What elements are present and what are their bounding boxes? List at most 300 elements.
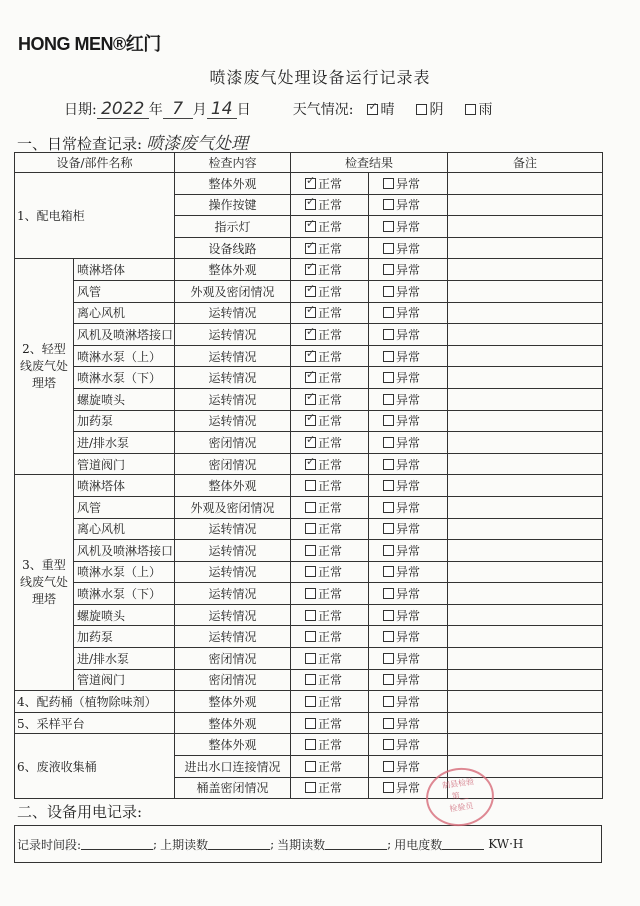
normal-label: 正常 (318, 522, 343, 537)
remarks-cell[interactable] (448, 367, 603, 389)
table-header-row (15, 153, 603, 173)
abnormal-checkbox-cell[interactable] (369, 734, 448, 756)
section-title-text: 一、日常检查记录: (17, 135, 143, 153)
normal-label: 正常 (318, 327, 343, 342)
abnormal-checkbox-cell[interactable] (369, 604, 448, 626)
checkbox-icon (305, 739, 316, 750)
checkbox-icon (383, 480, 394, 491)
remarks-cell[interactable] (448, 648, 603, 670)
item-name-cell: 喷淋塔体 (74, 259, 175, 281)
normal-checkbox-cell[interactable] (291, 367, 369, 389)
last-reading-label: 上期读数 (160, 837, 209, 852)
normal-label: 正常 (318, 263, 343, 278)
weather-label: 天气情况: (292, 102, 354, 118)
abnormal-checkbox-cell[interactable] (369, 324, 448, 346)
weather-option-rain[interactable] (465, 99, 492, 119)
abnormal-label: 异常 (396, 457, 421, 472)
header-remarks: 备注 (448, 153, 603, 173)
abnormal-checkbox-cell[interactable] (369, 410, 448, 432)
abnormal-label: 异常 (396, 781, 421, 796)
checkbox-icon (383, 415, 394, 426)
item-name-cell: 加药泵 (74, 626, 175, 648)
checkbox-icon (305, 545, 316, 556)
abnormal-label: 异常 (396, 500, 421, 515)
remarks-cell[interactable] (448, 173, 603, 195)
checkbox-icon (383, 243, 394, 254)
table-row (15, 712, 603, 734)
abnormal-label: 异常 (396, 522, 421, 537)
remarks-cell[interactable] (448, 410, 603, 432)
normal-label: 正常 (318, 608, 343, 623)
abnormal-label: 异常 (396, 479, 421, 494)
abnormal-label: 异常 (396, 414, 421, 429)
checkbox-icon (383, 178, 394, 189)
normal-label: 正常 (318, 392, 343, 407)
remarks-cell[interactable] (448, 259, 603, 281)
item-name-cell: 进/排水泵 (74, 648, 175, 670)
group-name-cell: 5、采样平台 (15, 712, 175, 734)
abnormal-checkbox-cell[interactable] (369, 475, 448, 497)
checkbox-icon (305, 372, 316, 383)
check-content-cell: 设备线路 (175, 237, 291, 259)
table-row (15, 496, 603, 518)
item-name-cell: 进/排水泵 (74, 432, 175, 454)
remarks-cell[interactable] (448, 712, 603, 734)
remarks-cell[interactable] (448, 691, 603, 713)
remarks-cell[interactable] (448, 561, 603, 583)
item-name-cell: 风机及喷淋塔接口 (74, 324, 175, 346)
abnormal-label: 异常 (396, 371, 421, 386)
remarks-cell[interactable] (448, 216, 603, 238)
checkbox-icon (383, 307, 394, 318)
weather-option-label: 雨 (478, 102, 493, 118)
remarks-cell[interactable] (448, 237, 603, 259)
normal-checkbox-cell[interactable] (291, 216, 369, 238)
checkbox-icon (383, 718, 394, 729)
date-year-suffix: 年 (148, 102, 163, 118)
normal-checkbox-cell[interactable] (291, 734, 369, 756)
check-content-cell: 进出水口连接情况 (175, 756, 291, 778)
checkbox-icon (305, 199, 316, 210)
checkbox-icon (383, 459, 394, 470)
check-content-cell: 运转情况 (175, 367, 291, 389)
abnormal-label: 异常 (396, 608, 421, 623)
normal-checkbox-cell[interactable] (291, 691, 369, 713)
abnormal-checkbox-cell[interactable] (369, 669, 448, 691)
item-name-cell: 螺旋喷头 (74, 604, 175, 626)
remarks-cell[interactable] (448, 604, 603, 626)
date-day-value[interactable]: 14 (207, 101, 237, 119)
normal-label: 正常 (318, 306, 343, 321)
checkbox-icon (416, 104, 427, 115)
abnormal-label: 异常 (396, 284, 421, 299)
date-label: 日期: (64, 102, 97, 118)
check-content-cell: 整体外观 (175, 475, 291, 497)
table-row (15, 259, 603, 281)
checkbox-icon (383, 523, 394, 534)
checkbox-icon (305, 437, 316, 448)
normal-label: 正常 (318, 414, 343, 429)
checkbox-icon (367, 104, 378, 115)
checkbox-icon (383, 329, 394, 340)
checkbox-icon (305, 674, 316, 685)
normal-checkbox-cell[interactable] (291, 648, 369, 670)
check-content-cell: 外观及密闭情况 (175, 496, 291, 518)
abnormal-label: 异常 (396, 759, 421, 774)
checkbox-icon (383, 545, 394, 556)
remarks-cell[interactable] (448, 302, 603, 324)
header-check-result: 检查结果 (291, 153, 448, 173)
table-row (15, 475, 603, 497)
normal-checkbox-cell[interactable] (291, 561, 369, 583)
abnormal-label: 异常 (396, 176, 421, 191)
normal-label: 正常 (318, 198, 343, 213)
checkbox-icon (305, 459, 316, 470)
checkbox-icon (305, 588, 316, 599)
check-content-cell: 密闭情况 (175, 453, 291, 475)
check-content-cell: 整体外观 (175, 712, 291, 734)
abnormal-label: 异常 (396, 306, 421, 321)
normal-checkbox-cell[interactable] (291, 324, 369, 346)
normal-label: 正常 (318, 371, 343, 386)
stamp-line: 制县检验 (441, 776, 475, 791)
weather-group (293, 99, 493, 119)
normal-label: 正常 (318, 673, 343, 688)
checkbox-icon (305, 329, 316, 340)
date-day-suffix: 日 (236, 102, 251, 118)
power-record-row (14, 825, 602, 863)
abnormal-label: 异常 (396, 435, 421, 450)
abnormal-label: 异常 (396, 716, 421, 731)
header-equipment: 设备/部件名称 (15, 153, 175, 173)
current-reading-field[interactable] (325, 838, 387, 850)
section-power-title: 二、设备用电记录: (17, 803, 143, 821)
check-content-cell: 整体外观 (175, 734, 291, 756)
check-content-cell: 整体外观 (175, 173, 291, 195)
weather-option-sunny[interactable] (367, 99, 394, 119)
normal-checkbox-cell[interactable] (291, 518, 369, 540)
normal-checkbox-cell[interactable] (291, 432, 369, 454)
abnormal-checkbox-cell[interactable] (369, 345, 448, 367)
unit-label: KW·H (488, 837, 524, 851)
abnormal-label: 异常 (396, 543, 421, 558)
section-daily-inspection-title (17, 133, 248, 154)
abnormal-label: 异常 (396, 198, 421, 213)
abnormal-checkbox-cell[interactable] (369, 280, 448, 302)
item-name-cell: 喷淋水泵（上） (74, 345, 175, 367)
checkbox-icon (383, 696, 394, 707)
abnormal-label: 异常 (396, 587, 421, 602)
checkbox-icon (383, 588, 394, 599)
normal-checkbox-cell[interactable] (291, 626, 369, 648)
item-name-cell: 风机及喷淋塔接口 (74, 540, 175, 562)
remarks-cell[interactable] (448, 540, 603, 562)
weather-option-label: 阴 (429, 102, 444, 118)
group-name-cell: 1、配电箱柜 (15, 173, 175, 259)
normal-checkbox-cell[interactable] (291, 237, 369, 259)
checkbox-icon (305, 566, 316, 577)
remarks-cell[interactable] (448, 475, 603, 497)
table-row (15, 432, 603, 454)
item-name-cell: 风管 (74, 496, 175, 518)
abnormal-checkbox-cell[interactable] (369, 712, 448, 734)
check-content-cell: 运转情况 (175, 518, 291, 540)
item-name-cell: 管道阀门 (74, 669, 175, 691)
check-content-cell: 运转情况 (175, 388, 291, 410)
normal-label: 正常 (318, 435, 343, 450)
abnormal-label: 异常 (396, 349, 421, 364)
checkbox-icon (383, 653, 394, 664)
normal-checkbox-cell[interactable] (291, 777, 369, 799)
normal-checkbox-cell[interactable] (291, 583, 369, 605)
normal-checkbox-cell[interactable] (291, 173, 369, 195)
table-row (15, 648, 603, 670)
normal-label: 正常 (318, 284, 343, 299)
company-logo: HONG MEN®红门 (18, 34, 161, 54)
normal-label: 正常 (318, 349, 343, 364)
abnormal-checkbox-cell[interactable] (369, 194, 448, 216)
remarks-cell[interactable] (448, 324, 603, 346)
item-name-cell: 离心风机 (74, 518, 175, 540)
checkbox-icon (305, 415, 316, 426)
normal-label: 正常 (318, 176, 343, 191)
inspection-table (14, 152, 603, 799)
remarks-cell[interactable] (448, 432, 603, 454)
remarks-cell[interactable] (448, 734, 603, 756)
check-content-cell: 运转情况 (175, 410, 291, 432)
checkbox-icon (305, 610, 316, 621)
item-name-cell: 喷淋水泵（下） (74, 583, 175, 605)
check-content-cell: 密闭情况 (175, 432, 291, 454)
checkbox-icon (305, 631, 316, 642)
check-content-cell: 运转情况 (175, 561, 291, 583)
table-row (15, 367, 603, 389)
form-title: 喷漆废气处理设备运行记录表 (209, 68, 431, 87)
abnormal-checkbox-cell[interactable] (369, 540, 448, 562)
item-name-cell: 喷淋塔体 (74, 475, 175, 497)
checkbox-icon (305, 653, 316, 664)
item-name-cell: 风管 (74, 280, 175, 302)
remarks-cell[interactable] (448, 345, 603, 367)
abnormal-label: 异常 (396, 392, 421, 407)
normal-checkbox-cell[interactable] (291, 280, 369, 302)
normal-label: 正常 (318, 630, 343, 645)
remarks-cell[interactable] (448, 194, 603, 216)
checkbox-icon (383, 502, 394, 513)
group-name-cell: 3、重型线废气处理塔 (15, 475, 74, 691)
period-label: 记录时间段: (17, 837, 82, 852)
abnormal-label: 异常 (396, 695, 421, 710)
group-name-cell: 6、废液收集桶 (15, 734, 175, 799)
abnormal-checkbox-cell[interactable] (369, 432, 448, 454)
checkbox-icon (383, 437, 394, 448)
usage-label: 用电度数 (394, 837, 443, 852)
item-name-cell: 管道阀门 (74, 453, 175, 475)
check-content-cell: 指示灯 (175, 216, 291, 238)
checkbox-icon (465, 104, 476, 115)
normal-label: 正常 (318, 781, 343, 796)
normal-label: 正常 (318, 565, 343, 580)
abnormal-checkbox-cell[interactable] (369, 388, 448, 410)
checkbox-icon (305, 394, 316, 405)
separator: ; (270, 837, 275, 851)
normal-checkbox-cell[interactable] (291, 540, 369, 562)
checkbox-icon (305, 696, 316, 707)
date-weather-line (64, 99, 492, 119)
abnormal-checkbox-cell[interactable] (369, 453, 448, 475)
table-row (15, 734, 603, 756)
check-content-cell: 整体外观 (175, 259, 291, 281)
item-name-cell: 离心风机 (74, 302, 175, 324)
abnormal-label: 异常 (396, 241, 421, 256)
checkbox-icon (383, 631, 394, 642)
abnormal-checkbox-cell[interactable] (369, 173, 448, 195)
date-year-value[interactable]: 2022 (97, 101, 149, 119)
remarks-cell[interactable] (448, 626, 603, 648)
normal-checkbox-cell[interactable] (291, 475, 369, 497)
abnormal-checkbox-cell[interactable] (369, 691, 448, 713)
check-content-cell: 运转情况 (175, 540, 291, 562)
abnormal-checkbox-cell[interactable] (369, 626, 448, 648)
table-row (15, 540, 603, 562)
item-name-cell: 喷淋水泵（下） (74, 367, 175, 389)
checkbox-icon (383, 221, 394, 232)
date-month-value[interactable]: 7 (163, 101, 193, 119)
abnormal-checkbox-cell[interactable] (369, 561, 448, 583)
checkbox-icon (305, 718, 316, 729)
item-name-cell: 螺旋喷头 (74, 388, 175, 410)
table-row (15, 691, 603, 713)
checkbox-icon (305, 782, 316, 793)
abnormal-checkbox-cell[interactable] (369, 583, 448, 605)
checkbox-icon (305, 523, 316, 534)
abnormal-label: 异常 (396, 651, 421, 666)
normal-checkbox-cell[interactable] (291, 604, 369, 626)
weather-option-cloudy[interactable] (416, 99, 443, 119)
stamp-line: 检验员 (448, 801, 474, 814)
normal-label: 正常 (318, 479, 343, 494)
table-row (15, 604, 603, 626)
normal-checkbox-cell[interactable] (291, 756, 369, 778)
normal-checkbox-cell[interactable] (291, 496, 369, 518)
abnormal-checkbox-cell[interactable] (369, 518, 448, 540)
checkbox-icon (383, 372, 394, 383)
checkbox-icon (383, 566, 394, 577)
abnormal-checkbox-cell[interactable] (369, 496, 448, 518)
abnormal-label: 异常 (396, 219, 421, 234)
abnormal-checkbox-cell[interactable] (369, 302, 448, 324)
normal-checkbox-cell[interactable] (291, 194, 369, 216)
group-name-cell: 4、配药桶（植物除味剂） (15, 691, 175, 713)
normal-checkbox-cell[interactable] (291, 388, 369, 410)
table-row (15, 583, 603, 605)
table-row (15, 324, 603, 346)
normal-label: 正常 (318, 651, 343, 666)
remarks-cell[interactable] (448, 280, 603, 302)
current-reading-label: 当期读数 (277, 837, 326, 852)
check-content-cell: 运转情况 (175, 302, 291, 324)
normal-checkbox-cell[interactable] (291, 453, 369, 475)
normal-label: 正常 (318, 543, 343, 558)
checkbox-icon (383, 264, 394, 275)
normal-checkbox-cell[interactable] (291, 345, 369, 367)
abnormal-checkbox-cell[interactable] (369, 259, 448, 281)
abnormal-label: 异常 (396, 630, 421, 645)
abnormal-checkbox-cell[interactable] (369, 216, 448, 238)
check-content-cell: 运转情况 (175, 604, 291, 626)
checkbox-icon (383, 674, 394, 685)
normal-label: 正常 (318, 500, 343, 515)
remarks-cell[interactable] (448, 496, 603, 518)
normal-label: 正常 (318, 695, 343, 710)
normal-checkbox-cell[interactable] (291, 302, 369, 324)
remarks-cell[interactable] (448, 583, 603, 605)
normal-checkbox-cell[interactable] (291, 712, 369, 734)
normal-checkbox-cell[interactable] (291, 669, 369, 691)
checkbox-icon (305, 221, 316, 232)
separator: ; (387, 837, 392, 851)
check-content-cell: 运转情况 (175, 626, 291, 648)
weather-option-label: 晴 (380, 102, 395, 118)
normal-checkbox-cell[interactable] (291, 259, 369, 281)
check-content-cell: 运转情况 (175, 345, 291, 367)
remarks-cell[interactable] (448, 518, 603, 540)
normal-label: 正常 (318, 219, 343, 234)
remarks-cell[interactable] (448, 388, 603, 410)
abnormal-checkbox-cell[interactable] (369, 367, 448, 389)
checkbox-icon (305, 761, 316, 772)
normal-label: 正常 (318, 587, 343, 602)
stamp-line: 第__ (451, 789, 469, 802)
checkbox-icon (383, 286, 394, 297)
table-row (15, 280, 603, 302)
abnormal-checkbox-cell[interactable] (369, 648, 448, 670)
table-row (15, 173, 603, 195)
check-content-cell: 密闭情况 (175, 669, 291, 691)
separator: ; (153, 837, 158, 851)
abnormal-label: 异常 (396, 565, 421, 580)
checkbox-icon (305, 351, 316, 362)
date-month-suffix: 月 (192, 102, 207, 118)
item-name-cell: 喷淋水泵（上） (74, 561, 175, 583)
check-content-cell: 运转情况 (175, 324, 291, 346)
abnormal-checkbox-cell[interactable] (369, 237, 448, 259)
normal-label: 正常 (318, 241, 343, 256)
remarks-cell[interactable] (448, 669, 603, 691)
table-row (15, 345, 603, 367)
table-row (15, 388, 603, 410)
check-content-cell: 外观及密闭情况 (175, 280, 291, 302)
table-row (15, 669, 603, 691)
checkbox-icon (383, 739, 394, 750)
checkbox-icon (305, 178, 316, 189)
remarks-cell[interactable] (448, 453, 603, 475)
period-field[interactable] (81, 838, 153, 850)
usage-field[interactable] (442, 838, 484, 850)
abnormal-label: 异常 (396, 738, 421, 753)
table-row (15, 518, 603, 540)
checkbox-icon (305, 286, 316, 297)
check-content-cell: 桶盖密闭情况 (175, 777, 291, 799)
normal-checkbox-cell[interactable] (291, 410, 369, 432)
last-reading-field[interactable] (208, 838, 270, 850)
table-row (15, 626, 603, 648)
handwritten-note: 喷漆废气处理 (146, 134, 249, 154)
abnormal-checkbox-cell[interactable] (369, 756, 448, 778)
checkbox-icon (305, 502, 316, 513)
table-row (15, 453, 603, 475)
checkbox-icon (383, 610, 394, 621)
